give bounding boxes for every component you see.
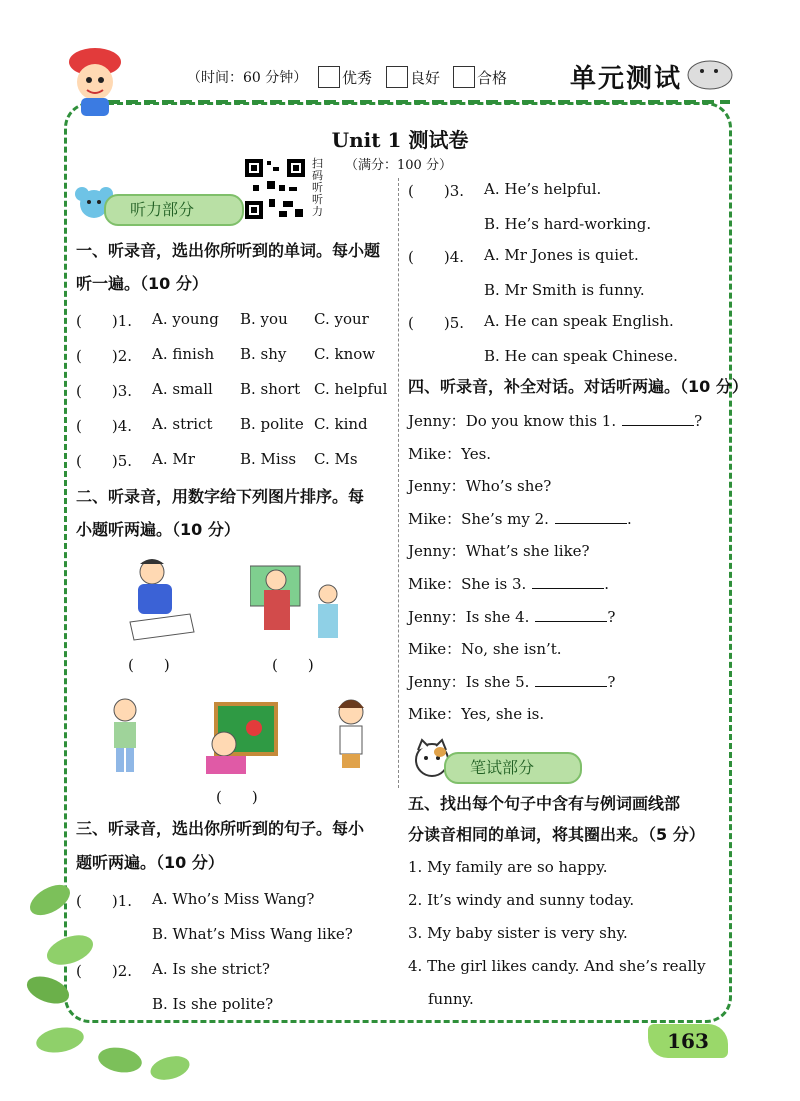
qr-code[interactable] bbox=[243, 157, 307, 221]
dialogue-text: Who’s she? bbox=[465, 477, 552, 496]
question-number[interactable]: ( )3. bbox=[408, 182, 465, 200]
option-a: A. finish bbox=[152, 345, 215, 363]
speaker: Mike： bbox=[408, 705, 462, 724]
option-b: B. What’s Miss Wang like? bbox=[152, 925, 353, 943]
page-number: 163 bbox=[648, 1024, 728, 1058]
question-number[interactable]: ( )5. bbox=[408, 314, 465, 332]
picture-boy-writing bbox=[120, 552, 200, 642]
s5-heading-line2: 分读音相同的单词，将其圈出来。（5 分） bbox=[408, 825, 705, 844]
option-a: A. He can speak English. bbox=[484, 312, 674, 330]
speaker: Mike： bbox=[408, 575, 462, 593]
grade-good[interactable]: 良好 bbox=[386, 66, 440, 88]
picture-girl bbox=[326, 690, 376, 780]
dialogue-text: Is she 5. bbox=[465, 672, 530, 691]
speaker: Jenny： bbox=[408, 542, 466, 561]
option-c: C. kind bbox=[314, 415, 368, 433]
sentence-item[interactable]: 1. My family are so happy. bbox=[408, 858, 608, 876]
option-b: B. Is she polite? bbox=[152, 995, 274, 1013]
mascot-illustration bbox=[55, 40, 135, 120]
s1-heading-line2: 听一遍。（10 分） bbox=[76, 274, 208, 293]
fill-blank[interactable] bbox=[622, 411, 694, 426]
sentence-item[interactable]: 3. My baby sister is very shy. bbox=[408, 924, 628, 942]
dialogue-text: She is 3. bbox=[461, 575, 527, 593]
question-number[interactable]: ( )2. bbox=[76, 962, 133, 980]
dialogue-punct: . bbox=[604, 575, 610, 593]
dialogue-text: Yes. bbox=[461, 444, 492, 463]
option-a: A. Is she strict? bbox=[152, 960, 270, 978]
option-a: A. Mr bbox=[152, 450, 195, 468]
question-number[interactable]: ( )4. bbox=[76, 417, 133, 435]
fill-blank[interactable] bbox=[535, 672, 607, 687]
question-number[interactable]: ( )3. bbox=[76, 382, 133, 400]
picture-teacher-and-boy bbox=[250, 560, 350, 650]
dialogue-line bbox=[408, 703, 544, 724]
option-a: A. He’s helpful. bbox=[484, 180, 602, 198]
s5-heading-line1: 五、找出每个句子中含有与例词画线部 bbox=[408, 794, 681, 813]
top-dashed-bar bbox=[90, 100, 730, 104]
listening-section-label: 听力部分 bbox=[104, 194, 244, 226]
dialogue-line bbox=[408, 475, 551, 496]
question-number[interactable]: ( )4. bbox=[408, 248, 465, 266]
option-b: B. Mr Smith is funny. bbox=[484, 281, 645, 299]
speaker: Mike： bbox=[408, 444, 462, 463]
dialogue-punct: ? bbox=[607, 672, 616, 691]
speaker: Jenny： bbox=[408, 477, 466, 496]
full-score: （满分：100 分） bbox=[345, 158, 452, 173]
grade-excellent[interactable]: 优秀 bbox=[318, 66, 372, 88]
time-limit: （时间：60 分钟） bbox=[187, 70, 308, 86]
dialogue-line bbox=[408, 671, 615, 692]
dialogue-text: Yes, she is. bbox=[461, 705, 545, 724]
question-number[interactable]: ( )1. bbox=[76, 312, 133, 330]
page-title: Unit 1 测试卷 bbox=[331, 128, 469, 152]
dialogue-punct: ? bbox=[607, 607, 616, 626]
dialogue-text: No, she isn’t. bbox=[461, 640, 562, 659]
dialogue-text: What’s she like? bbox=[465, 542, 590, 561]
speaker: Jenny： bbox=[408, 672, 466, 691]
picture-boy-thinking bbox=[100, 690, 150, 780]
grade-checkbox[interactable] bbox=[386, 66, 408, 88]
question-number[interactable]: ( )1. bbox=[76, 892, 133, 910]
option-b: B. He’s hard-working. bbox=[484, 215, 652, 233]
answer-paren[interactable]: ( ) bbox=[128, 656, 170, 674]
dialogue-line bbox=[408, 508, 632, 529]
option-a: A. strict bbox=[152, 415, 213, 433]
fill-blank[interactable] bbox=[532, 574, 604, 589]
grade-checkbox[interactable] bbox=[318, 66, 340, 88]
dialogue-line bbox=[408, 606, 615, 627]
answer-paren[interactable]: ( ) bbox=[272, 656, 314, 674]
option-a: A. Mr Jones is quiet. bbox=[484, 246, 639, 264]
cat-illustration bbox=[680, 45, 740, 95]
option-b: B. you bbox=[240, 310, 288, 328]
dialogue-text: She’s my 2. bbox=[461, 509, 549, 528]
dialogue-punct: . bbox=[626, 509, 632, 528]
option-c: C. Ms bbox=[314, 450, 358, 468]
question-number[interactable]: ( )2. bbox=[76, 347, 133, 365]
sentence-item[interactable]: funny. bbox=[428, 990, 474, 1008]
s3-heading-line2: 题听两遍。（10 分） bbox=[76, 853, 224, 872]
option-a: A. small bbox=[152, 380, 213, 398]
s3-heading-line1: 三、听录音，选出你所听到的句子。每小 bbox=[76, 819, 365, 838]
dialogue-line bbox=[408, 443, 491, 464]
option-a: A. young bbox=[152, 310, 219, 328]
s4-heading: 四、听录音，补全对话。对话听两遍。（10 分） bbox=[408, 377, 748, 396]
question-number[interactable]: ( )5. bbox=[76, 452, 133, 470]
option-b: B. Miss bbox=[240, 450, 297, 468]
dialogue-line bbox=[408, 638, 562, 659]
dialogue-punct: ? bbox=[694, 412, 703, 430]
fill-blank[interactable] bbox=[535, 607, 607, 622]
speaker: Jenny： bbox=[408, 607, 466, 626]
s2-heading-line1: 二、听录音，用数字给下列图片排序。每 bbox=[76, 487, 365, 506]
speaker: Mike： bbox=[408, 509, 462, 528]
column-divider bbox=[398, 178, 399, 788]
fill-blank[interactable] bbox=[555, 509, 627, 524]
leaf-decoration bbox=[20, 840, 210, 1090]
dialogue-line bbox=[408, 540, 590, 561]
option-c: C. know bbox=[314, 345, 376, 363]
unit-test-banner: 单元测试 bbox=[570, 64, 683, 94]
answer-paren[interactable]: ( ) bbox=[216, 788, 258, 806]
option-b: B. short bbox=[240, 380, 301, 398]
option-b: B. shy bbox=[240, 345, 287, 363]
dialogue-text: Do you know this 1. bbox=[465, 412, 617, 430]
s2-heading-line2: 小题听两遍。（10 分） bbox=[76, 520, 240, 539]
dialogue-text: Is she 4. bbox=[465, 607, 530, 626]
option-a: A. Who’s Miss Wang? bbox=[152, 890, 315, 908]
sentence-item[interactable]: 2. It’s windy and sunny today. bbox=[408, 891, 635, 909]
dialogue-line bbox=[408, 573, 609, 594]
speaker: Mike： bbox=[408, 640, 462, 659]
picture-teacher-blackboard bbox=[196, 700, 286, 775]
sentence-item[interactable]: 4. The girl likes candy. And she’s really bbox=[408, 957, 706, 975]
grade-checkbox[interactable] bbox=[453, 66, 475, 88]
dialogue-line bbox=[408, 410, 702, 431]
speaker: Jenny： bbox=[408, 412, 466, 430]
qr-label: 扫码听听力 bbox=[312, 157, 323, 218]
option-c: C. helpful bbox=[314, 380, 388, 398]
option-b: B. polite bbox=[240, 415, 304, 433]
option-b: B. He can speak Chinese. bbox=[484, 347, 678, 365]
option-c: C. your bbox=[314, 310, 369, 328]
grade-pass[interactable]: 合格 bbox=[453, 66, 507, 88]
s1-heading-line1: 一、听录音，选出你所听到的单词。每小题 bbox=[76, 241, 381, 260]
writing-section-label: 笔试部分 bbox=[444, 752, 582, 784]
